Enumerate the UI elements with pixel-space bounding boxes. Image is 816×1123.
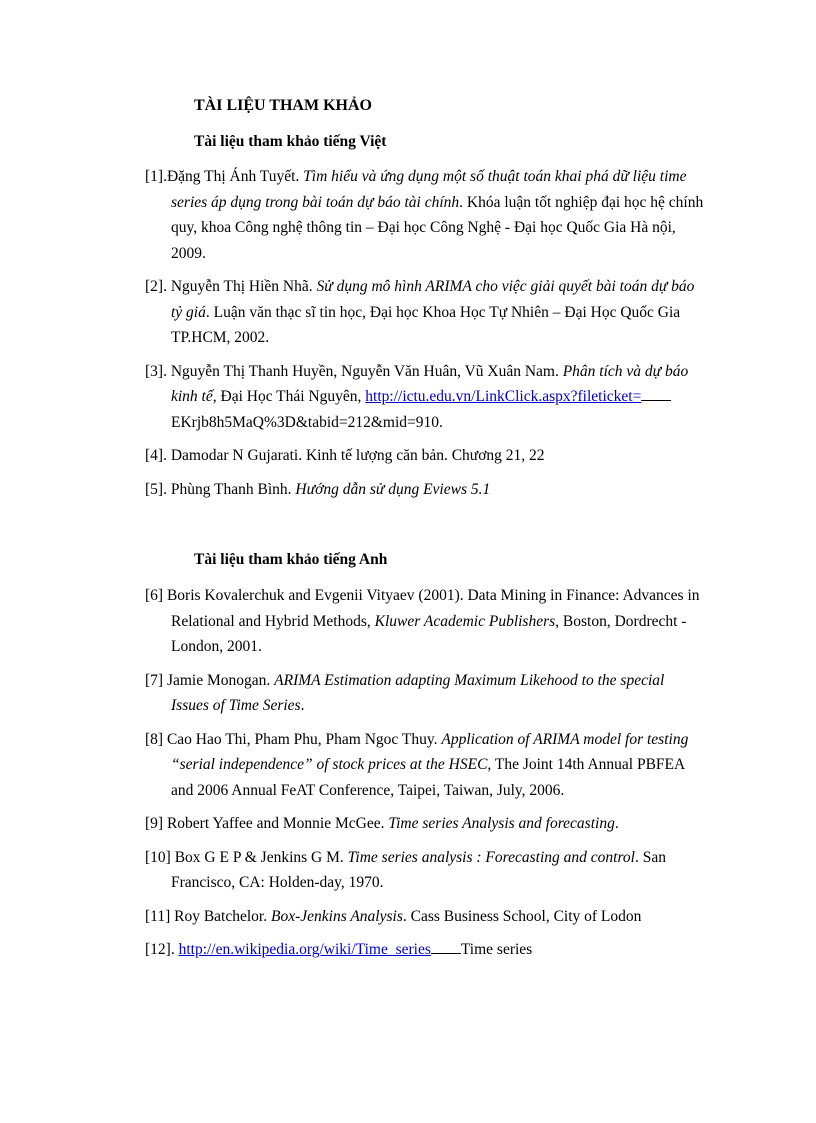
- reference-item-11: [145, 904, 705, 930]
- reference-item-3: [145, 359, 705, 436]
- section-heading-vietnamese: Tài liệu tham khảo tiếng Việt: [194, 133, 387, 150]
- reference-title: Application of ARIMA model for testing “serial independence” of stock prices at the HSEC: [171, 730, 689, 773]
- reference-number: [9]: [145, 815, 167, 832]
- reference-title: ARIMA Estimation adapting Maximum Likehood to the special Issues of Time Series: [171, 671, 665, 714]
- reference-details: . Luận văn thạc sĩ tin học, Đại học Khoa Học Tự Nhiên – Đại Học Quốc Gia TP.HCM, 2002.: [171, 303, 681, 346]
- reference-author: Cao Hao Thi, Pham Phu, Pham Ngoc Thuy.: [166, 730, 442, 748]
- reference-title: Hướng dẫn sử dụng Eviews 5.1: [295, 480, 491, 498]
- reference-number: [10]: [145, 848, 175, 866]
- reference-title: Kluwer Academic Publishers: [374, 612, 556, 630]
- reference-publisher: , Đại Học Thái Nguyên,: [212, 388, 366, 405]
- reference-item-12: [145, 937, 705, 963]
- reference-author: Roy Batchelor.: [174, 907, 271, 925]
- reference-list-vietnamese: [145, 164, 705, 510]
- reference-details: .: [614, 815, 619, 832]
- page-title: TÀI LIỆU THAM KHẢO: [194, 97, 372, 114]
- reference-item-6: [145, 583, 705, 660]
- reference-link[interactable]: http://ictu.edu.vn/LinkClick.aspx?fileticket=: [365, 388, 642, 405]
- reference-title: Tìm hiểu và ứng dụng một số thuật toán khai phá dữ liệu time series áp dụng trong bài toán dự báo tài chính: [171, 168, 687, 211]
- reference-author: Robert Yaffee and Monnie McGee.: [166, 815, 389, 832]
- reference-number: [5].: [145, 480, 171, 498]
- reference-item-8: [145, 727, 705, 804]
- reference-item-7: [145, 668, 705, 719]
- reference-link-continuation: EKrjb8h5MaQ%3D&tabid=212&mid=910.: [171, 413, 443, 431]
- reference-author: Jamie Monogan.: [166, 671, 275, 689]
- link-underline-gap: [641, 388, 671, 401]
- section-heading-english: Tài liệu tham khảo tiếng Anh: [194, 551, 388, 568]
- reference-details: , The Joint 14th Annual PBFEA and 2006 Annual FeAT Conference, Taipei, Taiwan, July, 2006.: [171, 756, 685, 799]
- reference-details: .: [300, 697, 305, 714]
- reference-number: [6]: [145, 587, 167, 604]
- reference-title: Time series analysis : Forecasting and control: [347, 848, 635, 866]
- reference-number: [2].: [145, 278, 171, 295]
- reference-item-2: [145, 274, 705, 351]
- reference-details: . San Francisco, CA: Holden-day, 1970.: [171, 848, 666, 891]
- reference-item-4: [145, 443, 705, 469]
- reference-number: [4].: [145, 447, 171, 464]
- reference-title: Phân tích và dự báo kinh tế: [171, 362, 689, 405]
- reference-item-10: [145, 845, 705, 896]
- reference-item-1: [145, 164, 705, 266]
- reference-title: Sử dụng mô hình ARIMA cho việc giải quyết bài toán dự báo tỷ giá: [171, 278, 695, 321]
- reference-author: Nguyễn Thị Hiền Nhã.: [170, 278, 317, 295]
- reference-number: [12].: [145, 941, 179, 958]
- reference-number: [7]: [145, 671, 167, 689]
- reference-author: Nguyễn Thị Thanh Huyền, Nguyễn Văn Huân, Vũ Xuân Nam.: [170, 362, 563, 380]
- reference-author: Đặng Thị Ánh Tuyết.: [166, 168, 304, 185]
- reference-item-9: [145, 811, 705, 837]
- reference-item-5: [145, 477, 705, 503]
- reference-title: Box-Jenkins Analysis: [271, 907, 403, 925]
- reference-list-english: [145, 583, 705, 971]
- reference-details: . Khóa luận tốt nghiệp đại học hệ chính quy, khoa Công nghệ thông tin – Đại học Công Nghệ - Đại học Quốc Gia Hà nội, 2009.: [171, 193, 704, 262]
- reference-details: . Cass Business School, City of Lodon: [402, 907, 642, 925]
- reference-number: [1].: [145, 168, 167, 185]
- reference-author: Phùng Thanh Bình.: [170, 480, 296, 498]
- link-underline-gap: [431, 941, 461, 954]
- reference-number: [3].: [145, 362, 171, 380]
- reference-number: [8]: [145, 730, 167, 748]
- reference-author: Boris Kovalerchuk and Evgenii Vityaev (2001). Data Mining in Finance: Advances in Relational and Hybrid Methods,: [166, 587, 700, 630]
- reference-author: Damodar N Gujarati. Kinh tế lượng căn bản. Chương 21, 22: [170, 447, 545, 464]
- reference-title: Time series Analysis and forecasting: [388, 815, 615, 832]
- reference-link[interactable]: http://en.wikipedia.org/wiki/Time_series: [178, 941, 431, 958]
- reference-details: , Boston, Dordrecht - London, 2001.: [171, 612, 687, 655]
- reference-details: Time series: [460, 941, 533, 958]
- reference-author: Box G E P & Jenkins G M.: [174, 848, 348, 866]
- reference-number: [11]: [145, 907, 175, 925]
